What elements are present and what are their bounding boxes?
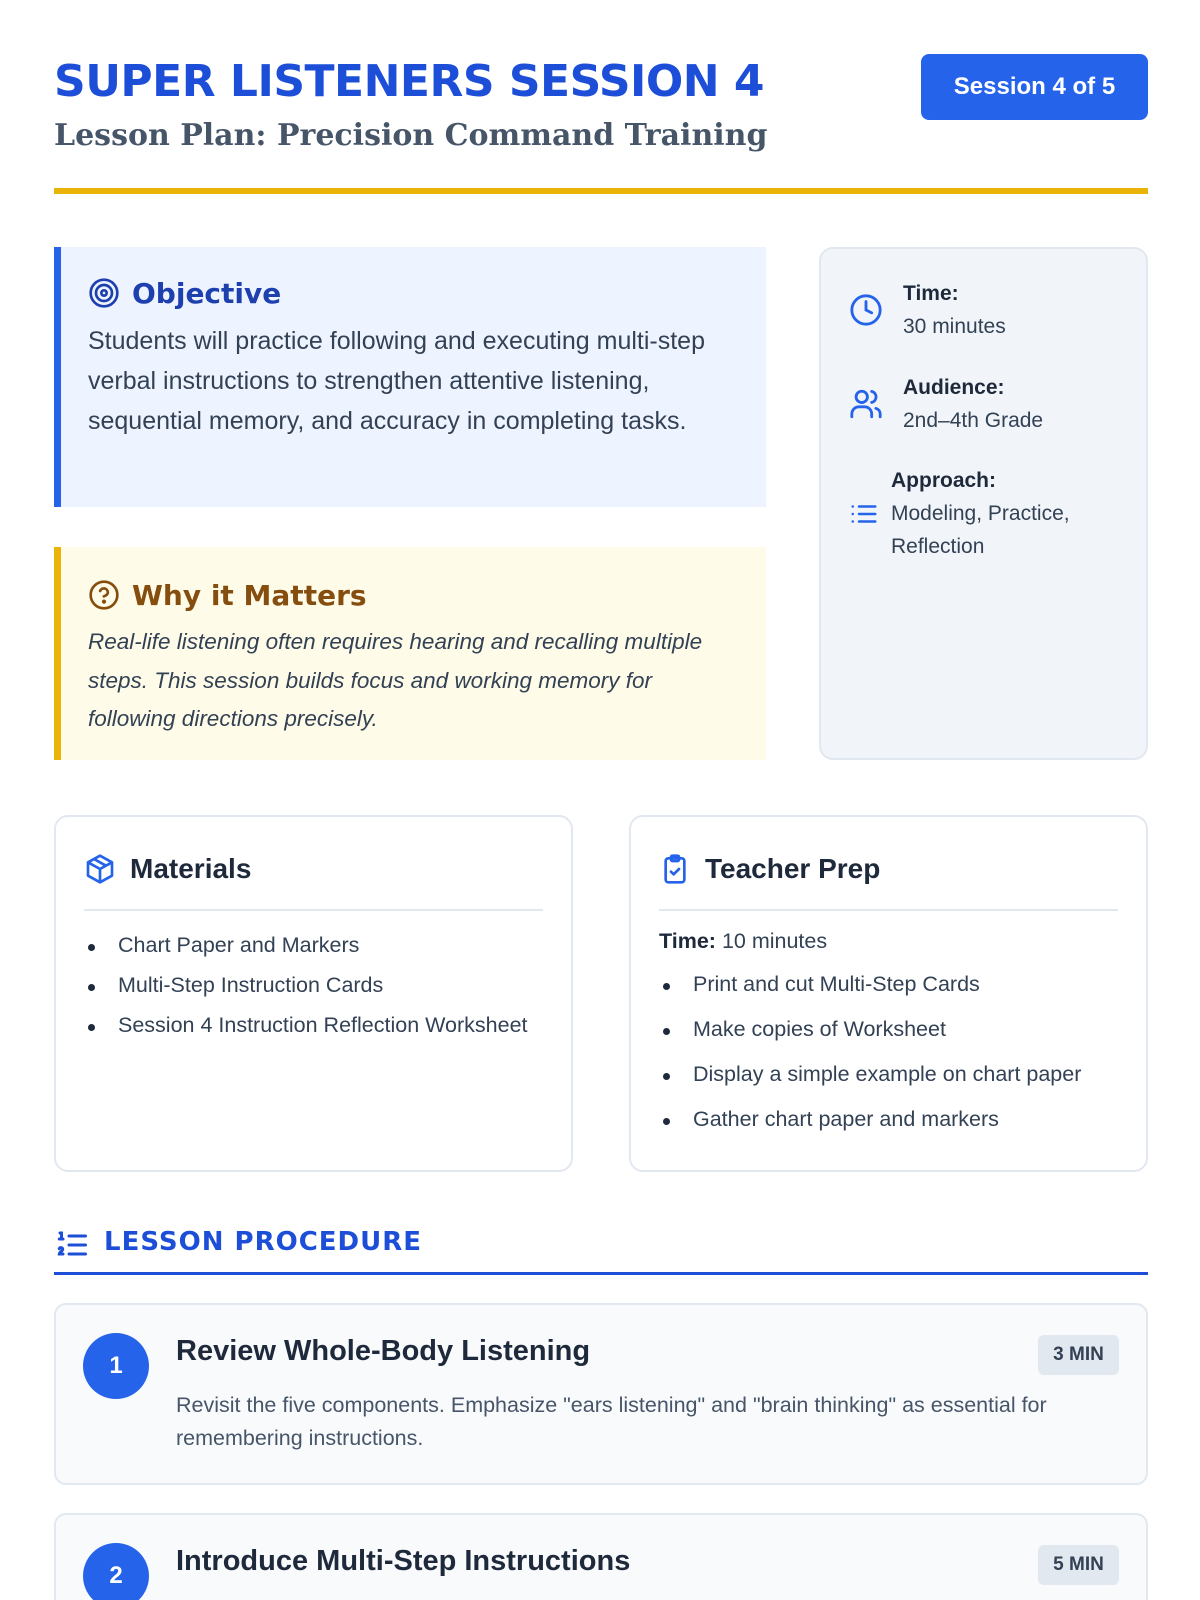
prep-time-label: Time: bbox=[659, 929, 716, 953]
session-badge: Session 4 of 5 bbox=[921, 54, 1148, 120]
ordered-list-icon bbox=[54, 1227, 90, 1263]
clock-icon bbox=[849, 293, 883, 327]
meta-value: 2nd–4th Grade bbox=[903, 409, 1044, 432]
materials-title: Materials bbox=[130, 853, 252, 884]
prep-list bbox=[659, 968, 1118, 1136]
question-circle-icon bbox=[88, 579, 120, 611]
page-title: SUPER LISTENERS SESSION 4 bbox=[54, 56, 765, 107]
objective-title: Objective bbox=[132, 276, 282, 310]
meta-time bbox=[849, 277, 1006, 343]
list-item: Print and cut Multi-Step Cards bbox=[659, 968, 1118, 1001]
meta-label: Approach: bbox=[891, 469, 996, 492]
list-item: Chart Paper and Markers bbox=[84, 929, 543, 962]
procedure-step bbox=[54, 1513, 1148, 1600]
why-it-matters-panel bbox=[54, 547, 766, 760]
list-item: Multi-Step Instruction Cards bbox=[84, 969, 543, 1002]
meta-label: Audience: bbox=[903, 376, 1005, 399]
materials-card bbox=[54, 815, 573, 1172]
materials-list bbox=[84, 929, 543, 1042]
why-text: Real-life listening often requires hearing and recalling multiple steps. This session builds focus and working memory for following directions precisely. bbox=[88, 629, 703, 731]
list-item: Gather chart paper and markers bbox=[659, 1103, 1118, 1136]
list-item: Session 4 Instruction Reflection Worksheet bbox=[84, 1009, 543, 1042]
meta-value: Modeling, Practice, Reflection bbox=[891, 502, 1070, 558]
step-description: Revisit the five components. Emphasize "ears listening" and "brain thinking" as essential for remembering instructions. bbox=[176, 1393, 1047, 1450]
objective-panel bbox=[54, 247, 766, 507]
list-item: Make copies of Worksheet bbox=[659, 1013, 1118, 1046]
objective-text: Students will practice following and executing multi-step verbal instructions to strengthen attentive listening, sequential memory, and accuracy in completing tasks. bbox=[88, 327, 705, 435]
lesson-meta-panel bbox=[819, 247, 1148, 760]
step-duration-badge: 5 MIN bbox=[1038, 1545, 1119, 1585]
prep-time-value: 10 minutes bbox=[721, 929, 828, 953]
step-title: Review Whole-Body Listening bbox=[176, 1335, 591, 1367]
teacher-prep-card bbox=[629, 815, 1148, 1172]
procedure-title: LESSON PROCEDURE bbox=[104, 1227, 423, 1257]
meta-audience bbox=[849, 371, 1043, 437]
box-icon bbox=[84, 853, 116, 885]
page-subtitle: Lesson Plan: Precision Command Training bbox=[54, 118, 768, 153]
step-duration-badge: 3 MIN bbox=[1038, 1335, 1119, 1375]
step-title: Introduce Multi-Step Instructions bbox=[176, 1545, 631, 1577]
list-item: Display a simple example on chart paper bbox=[659, 1058, 1118, 1091]
meta-value: 30 minutes bbox=[903, 315, 1006, 338]
procedure-heading bbox=[54, 1225, 1148, 1275]
meta-approach bbox=[849, 464, 1129, 563]
prep-time bbox=[659, 929, 1118, 954]
page-header bbox=[54, 54, 1148, 194]
clipboard-check-icon bbox=[659, 853, 691, 885]
list-icon bbox=[849, 499, 879, 529]
users-icon bbox=[849, 387, 883, 421]
prep-title: Teacher Prep bbox=[705, 853, 881, 884]
why-title: Why it Matters bbox=[132, 578, 367, 612]
meta-label: Time: bbox=[903, 282, 959, 305]
step-number: 2 bbox=[83, 1543, 149, 1600]
target-icon bbox=[88, 277, 120, 309]
step-number: 1 bbox=[83, 1333, 149, 1399]
procedure-step bbox=[54, 1303, 1148, 1485]
